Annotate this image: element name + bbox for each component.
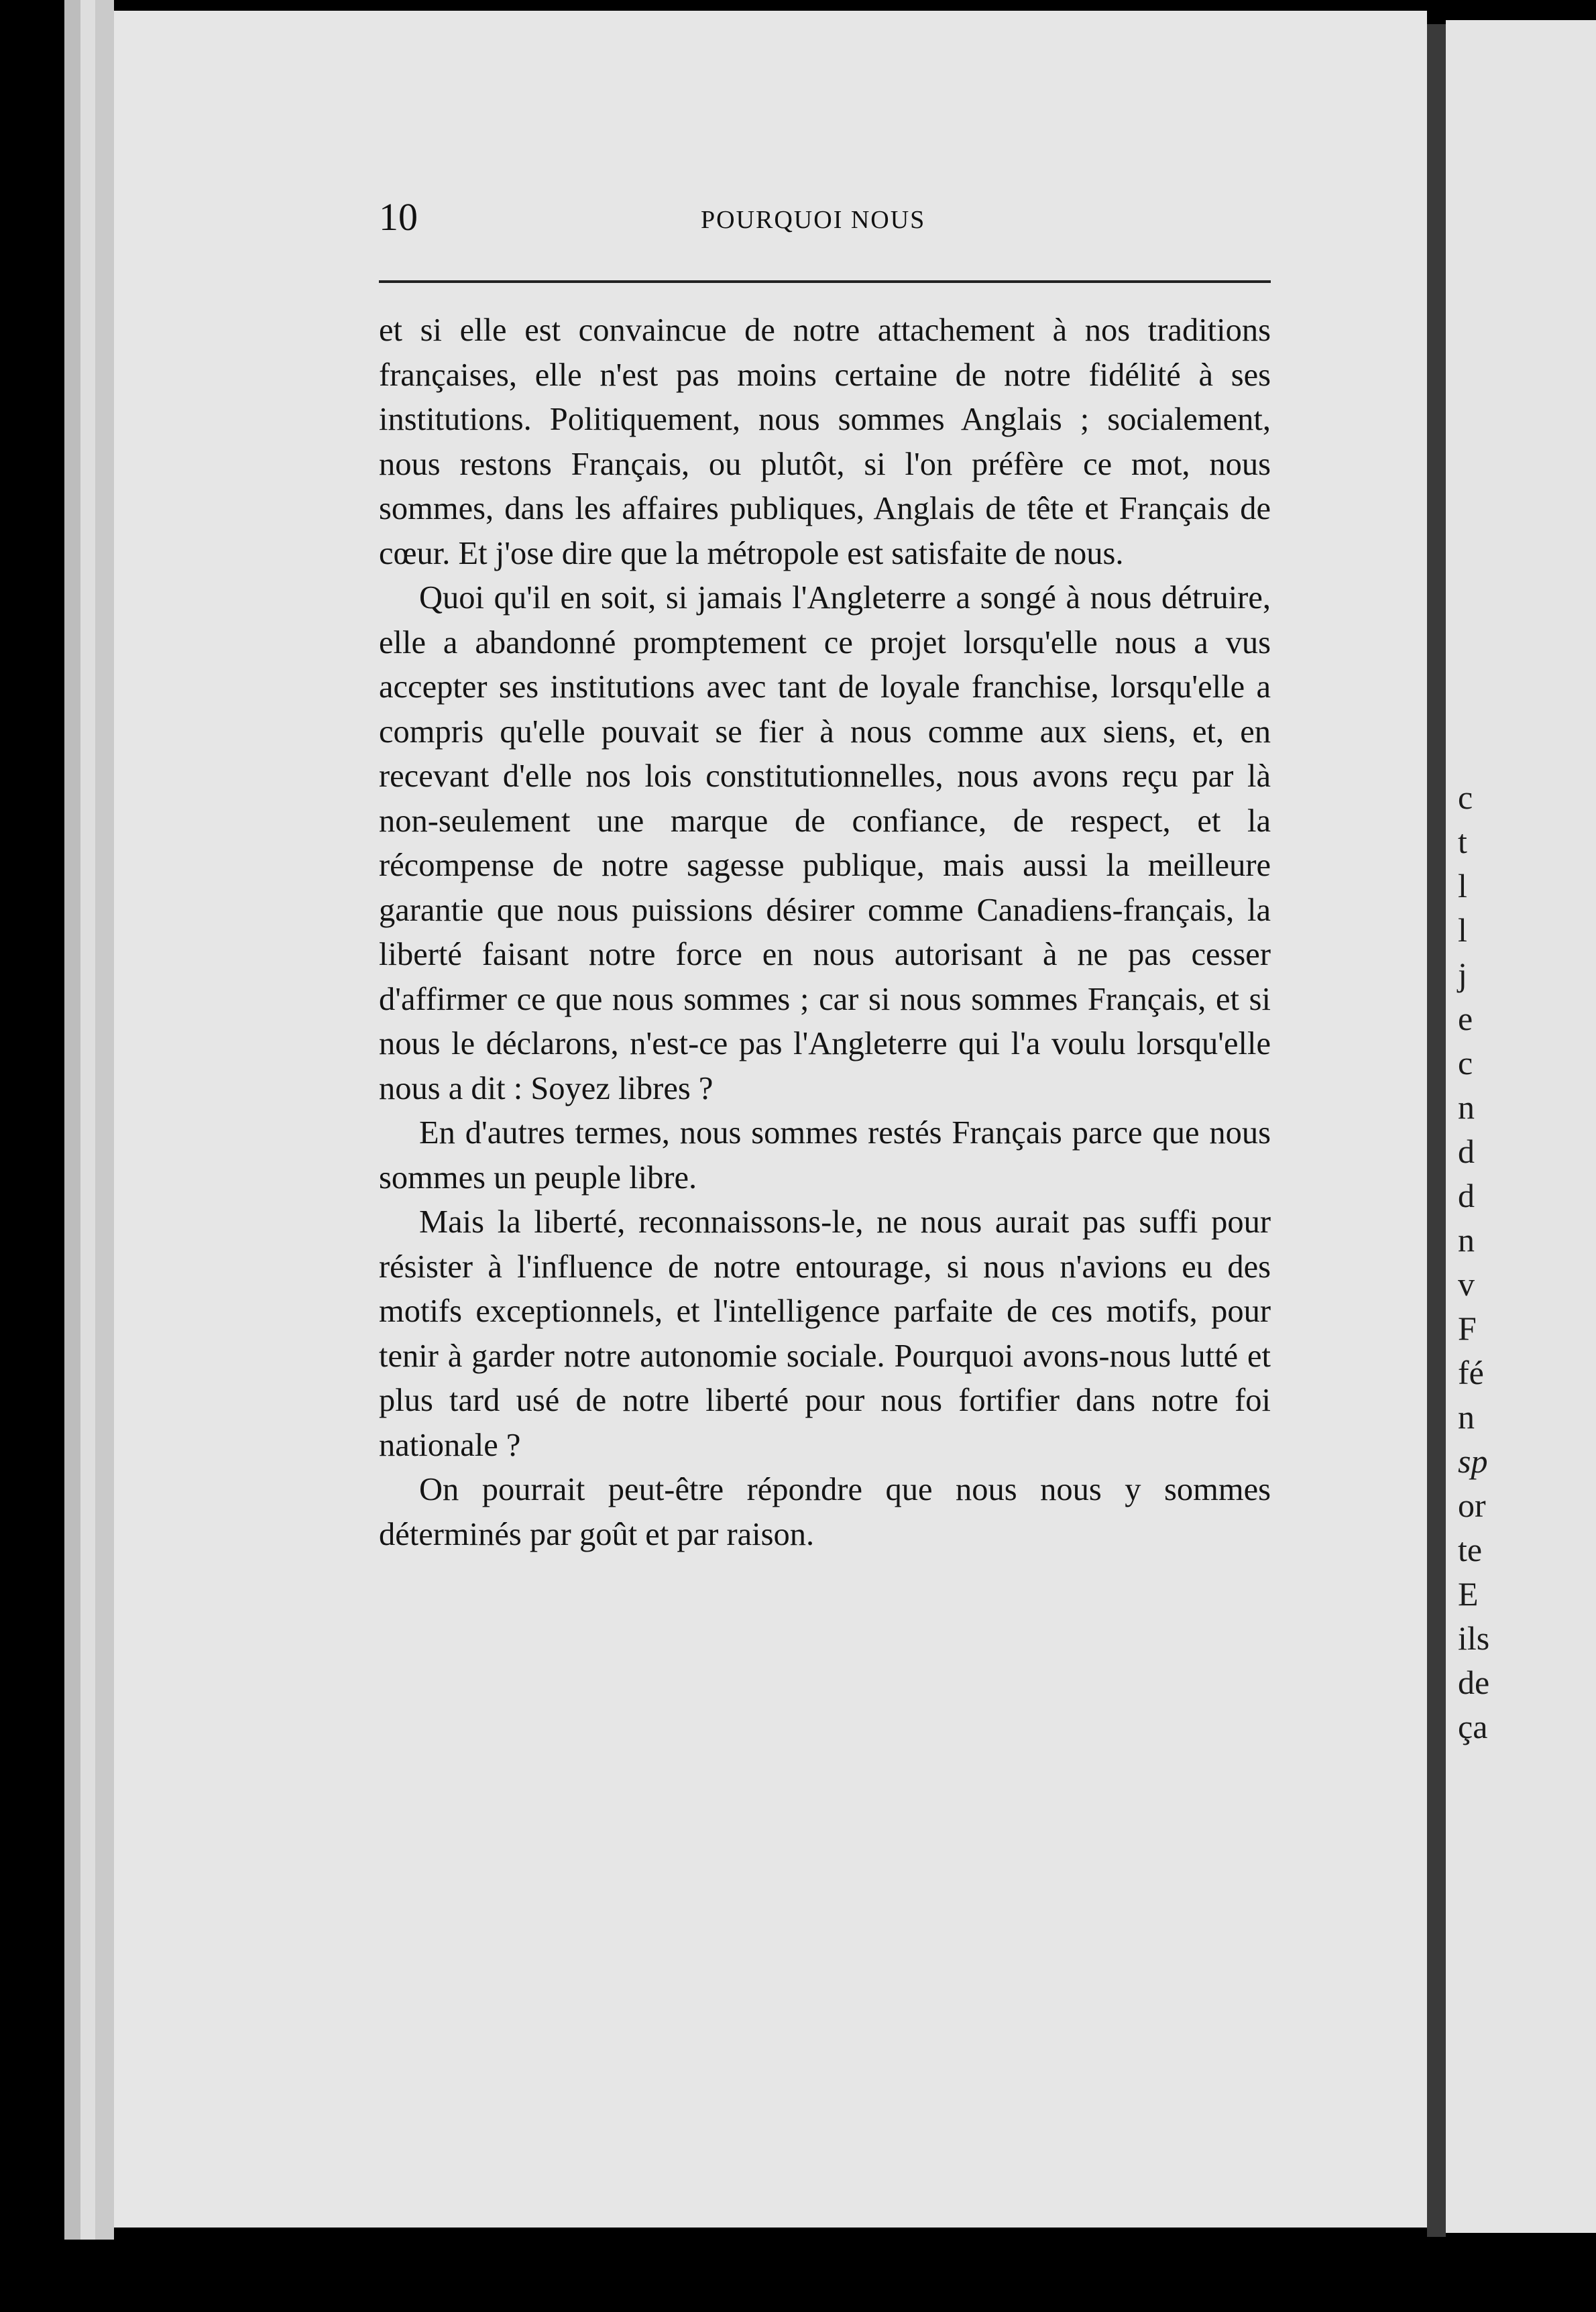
header-rule (379, 280, 1271, 283)
facing-page-fragment: ils (1458, 1619, 1490, 1657)
facing-page-fragment: sp (1458, 1442, 1488, 1480)
paragraph: On pourrait peut-être répondre que nous nous y sommes déterminés par goût et par raison. (379, 1472, 1271, 1552)
page-number: 10 (379, 195, 418, 239)
facing-page-fragment: l (1458, 911, 1467, 949)
page-stack-edge (64, 0, 80, 2240)
facing-page-fragment: c (1458, 1044, 1473, 1082)
facing-page-fragment: de (1458, 1664, 1490, 1701)
facing-page-fragment: ça (1458, 1708, 1488, 1745)
body-text (379, 308, 1271, 1557)
page-stack-edge (80, 0, 95, 2240)
facing-page-fragment: or (1458, 1487, 1486, 1524)
facing-page-fragment: l (1458, 867, 1467, 905)
page-stack-edge (95, 0, 114, 2240)
paragraph: Mais la liberté, reconnaissons-le, ne nous aurait pas suffi pour résister à l'influence de notre entourage, si nous n'avions eu des motifs exceptionnels, et l'intelligence parfaite de ces motifs, pour tenir à garder notre autonomie sociale. Pourquoi avons-nous lutté et plus tard usé de notre liberté pour nous fortifier dans notre foi nationale ? (379, 1204, 1271, 1463)
facing-page-fragment: j (1458, 956, 1467, 993)
facing-page-fragment: F (1458, 1310, 1477, 1347)
book-gutter (1427, 24, 1446, 2237)
facing-page-fragment: te (1458, 1531, 1483, 1568)
facing-page-fragment: e (1458, 1000, 1473, 1037)
facing-page-fragment: n (1458, 1398, 1475, 1436)
facing-page-fragment: E (1458, 1575, 1479, 1613)
facing-page-fragment: d (1458, 1133, 1475, 1170)
paragraph: Quoi qu'il en soit, si jamais l'Angleterre a songé à nous détruire, elle a abandonné promptement ce projet lorsqu'elle nous a vus accepter ses institutions avec tant de loyale franchise, lorsqu'elle a compris qu'elle pouvait se fier à nous comme aux siens, et, en recevant d'elle nos lois constitutionnelles, nous avons reçu par là non-seulement une marque de confiance, de respect, et la récompense de notre sagesse publique, mais aussi la meilleure garantie que nous puissions désirer comme Canadiens-français, la liberté faisant notre force en nous autorisant à ne pas cesser d'affirmer ce que nous sommes ; car si nous sommes Français, et si nous le déclarons, n'est-ce pas l'Angleterre qui l'a voulu lorsqu'elle nous a dit : Soyez libres ? (379, 580, 1271, 1106)
facing-page-fragment: c (1458, 778, 1473, 816)
facing-page-fragment: n (1458, 1221, 1475, 1259)
facing-page (1446, 20, 1596, 2233)
running-title: POURQUOI NOUS (701, 206, 926, 234)
paragraph: En d'autres termes, nous sommes restés Français parce que nous sommes un peuple libre. (379, 1115, 1271, 1196)
facing-page-fragment: v (1458, 1265, 1475, 1303)
page-header (379, 194, 1271, 248)
facing-page-fragment: t (1458, 823, 1467, 860)
facing-page-fragment: d (1458, 1177, 1475, 1214)
facing-page-fragment: fé (1458, 1354, 1484, 1391)
facing-page-fragment: n (1458, 1088, 1475, 1126)
paragraph: et si elle est convaincue de notre attachement à nos traditions françaises, elle n'est pas moins certaine de notre fidélité à ses institutions. Politiquement, nous sommes Anglais ; socialement, nous restons Français, ou plutôt, si l'on préfère ce mot, nous sommes, dans les affaires publiques, Anglais de tête et Français de cœur. Et j'ose dire que la métropole est satisfaite de nous. (379, 312, 1271, 571)
